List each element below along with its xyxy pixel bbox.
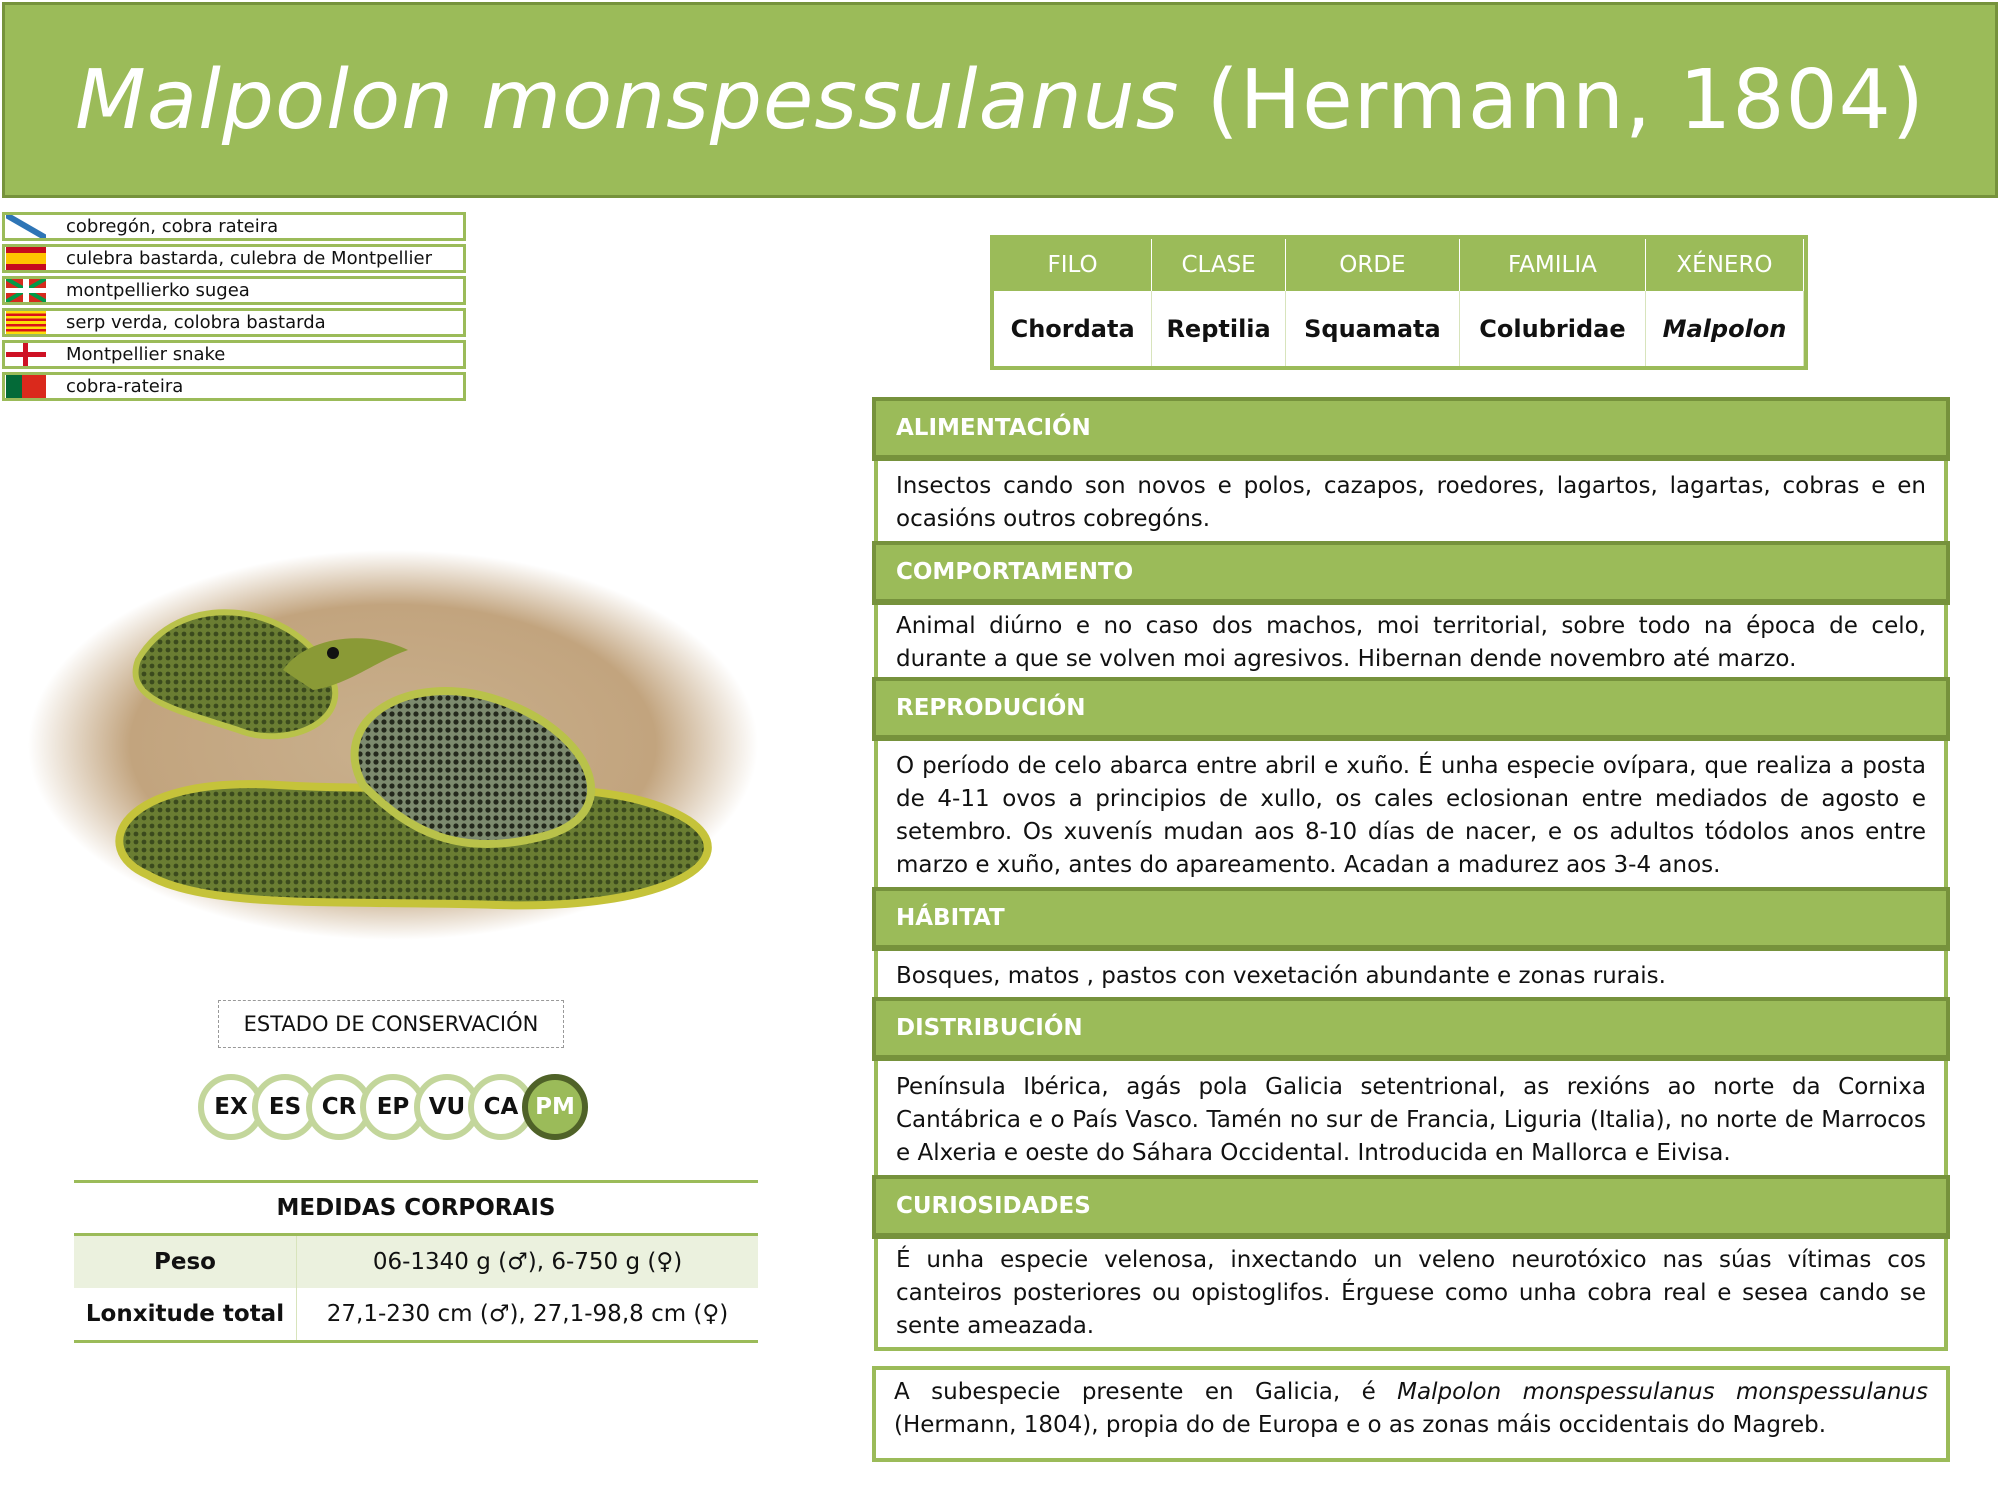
section-header-habitat: HÁBITAT — [872, 887, 1950, 951]
taxonomy-header-family: FAMILIA — [1459, 239, 1645, 291]
section-header-curiosities: CURIOSIDADES — [872, 1175, 1950, 1239]
conservation-es: ES — [252, 1074, 318, 1140]
conservation-vu: VU — [414, 1074, 480, 1140]
section-body-reproduction: O período de celo abarca entre abril e xuño. É unha especie ovípara, que realiza a posta de 4-11 ovos a principios de xullo, os cales eclosionan entre mediados de agosto e setembro. Os xuvenís mudan aos 8-10 días de nacer, e os adultos tódolos anos entre marzo e xuño, antes do apareamento. Acadan a madurez aos 3-4 anos. — [874, 741, 1948, 891]
spain-flag-icon — [6, 247, 46, 270]
measurement-row-length: Lonxitude total 27,1-230 cm (♂), 27,1-98,8 cm (♀) — [74, 1288, 758, 1340]
taxonomy-family: Colubridae — [1459, 291, 1645, 366]
common-name-galician: cobregón, cobra rateira — [2, 212, 466, 241]
common-name-basque: montpellierko sugea — [2, 276, 466, 305]
catalonia-flag-icon — [6, 311, 46, 334]
taxonomy-header-phylum: FILO — [994, 239, 1152, 291]
conservation-ex: EX — [198, 1074, 264, 1140]
divider — [74, 1340, 758, 1343]
taxonomy-header-class: CLASE — [1152, 239, 1286, 291]
page-title — [75, 53, 1925, 148]
common-name-portuguese: cobra-rateira — [2, 372, 466, 401]
common-name-spanish: culebra bastarda, culebra de Montpellier — [2, 244, 466, 273]
taxonomy-genus: Malpolon — [1645, 291, 1803, 366]
section-header-behaviour: COMPORTAMENTO — [872, 541, 1950, 605]
taxonomy-header-genus: XÉNERO — [1645, 239, 1803, 291]
common-name-catalan: serp verda, colobra bastarda — [2, 308, 466, 337]
portugal-flag-icon — [6, 375, 46, 398]
conservation-label: ESTADO DE CONSERVACIÓN — [218, 1000, 564, 1048]
measurements-title: MEDIDAS CORPORAIS — [276, 1195, 556, 1221]
england-flag-icon — [6, 343, 46, 366]
section-body-behaviour: Animal diúrno e no caso dos machos, moi territorial, sobre todo na época de celo, durante a que se volven moi agresivos. Hibernan dende novembro até marzo. — [874, 605, 1948, 681]
species-authority: (Hermann, 1804) — [1206, 52, 1925, 148]
taxonomy-class: Reptilia — [1152, 291, 1286, 366]
conservation-ca: CA — [468, 1074, 534, 1140]
conservation-ep: EP — [360, 1074, 426, 1140]
section-header-reproduction: REPRODUCIÓN — [872, 677, 1950, 741]
common-name-english: Montpellier snake — [2, 340, 466, 369]
conservation-cr: CR — [306, 1074, 372, 1140]
section-body-distribution: Península Ibérica, agás pola Galicia setentrional, as rexións ao norte da Cornixa Cantábrica e o País Vasco. Tamén no sur de Francia, Liguria (Italia), no norte de Marrocos e Alxeria e oeste do Sáhara Occidental. Introducida en Mallorca e Eivisa. — [874, 1061, 1948, 1179]
subspecies-name: Malpolon monspessulanus monspessulanus — [1397, 1379, 1928, 1405]
conservation-pm-selected: PM — [522, 1074, 588, 1140]
body-measurements — [74, 1180, 758, 1343]
galicia-flag-icon — [6, 215, 46, 238]
taxonomy-header-order: ORDE — [1285, 239, 1459, 291]
section-header-distribution: DISTRIBUCIÓN — [872, 997, 1950, 1061]
taxonomy-order: Squamata — [1285, 291, 1459, 366]
taxonomy-table — [990, 235, 1808, 370]
species-name: Malpolon monspessulanus — [75, 52, 1180, 148]
section-body-habitat: Bosques, matos , pastos con vexetación abundante e zonas rurais. — [874, 951, 1948, 1001]
snake-photo — [28, 550, 758, 940]
section-header-diet: ALIMENTACIÓN — [872, 397, 1950, 461]
section-body-curiosities: É unha especie velenosa, inxectando un veleno neurotóxico nas súas vítimas cos canteiros posteriores ou opistoglifos. Érguese como unha cobra real e sesea cando se sente ameazada. — [874, 1239, 1948, 1351]
section-body-diet: Insectos cando son novos e polos, cazapos, roedores, lagartos, lagartas, cobras e en ocasións outros cobregóns. — [874, 461, 1948, 545]
taxonomy-phylum: Chordata — [994, 291, 1152, 366]
subspecies-note: A subespecie presente en Galicia, é Malpolon monspessulanus monspessulanus (Hermann, 1804), propia do de Europa e o as zonas máis occidentais do Magreb. — [872, 1366, 1950, 1462]
measurement-row-weight: Peso 06-1340 g (♂), 6-750 g (♀) — [74, 1236, 758, 1288]
basque-flag-icon — [6, 279, 46, 302]
title-banner — [2, 2, 1998, 198]
